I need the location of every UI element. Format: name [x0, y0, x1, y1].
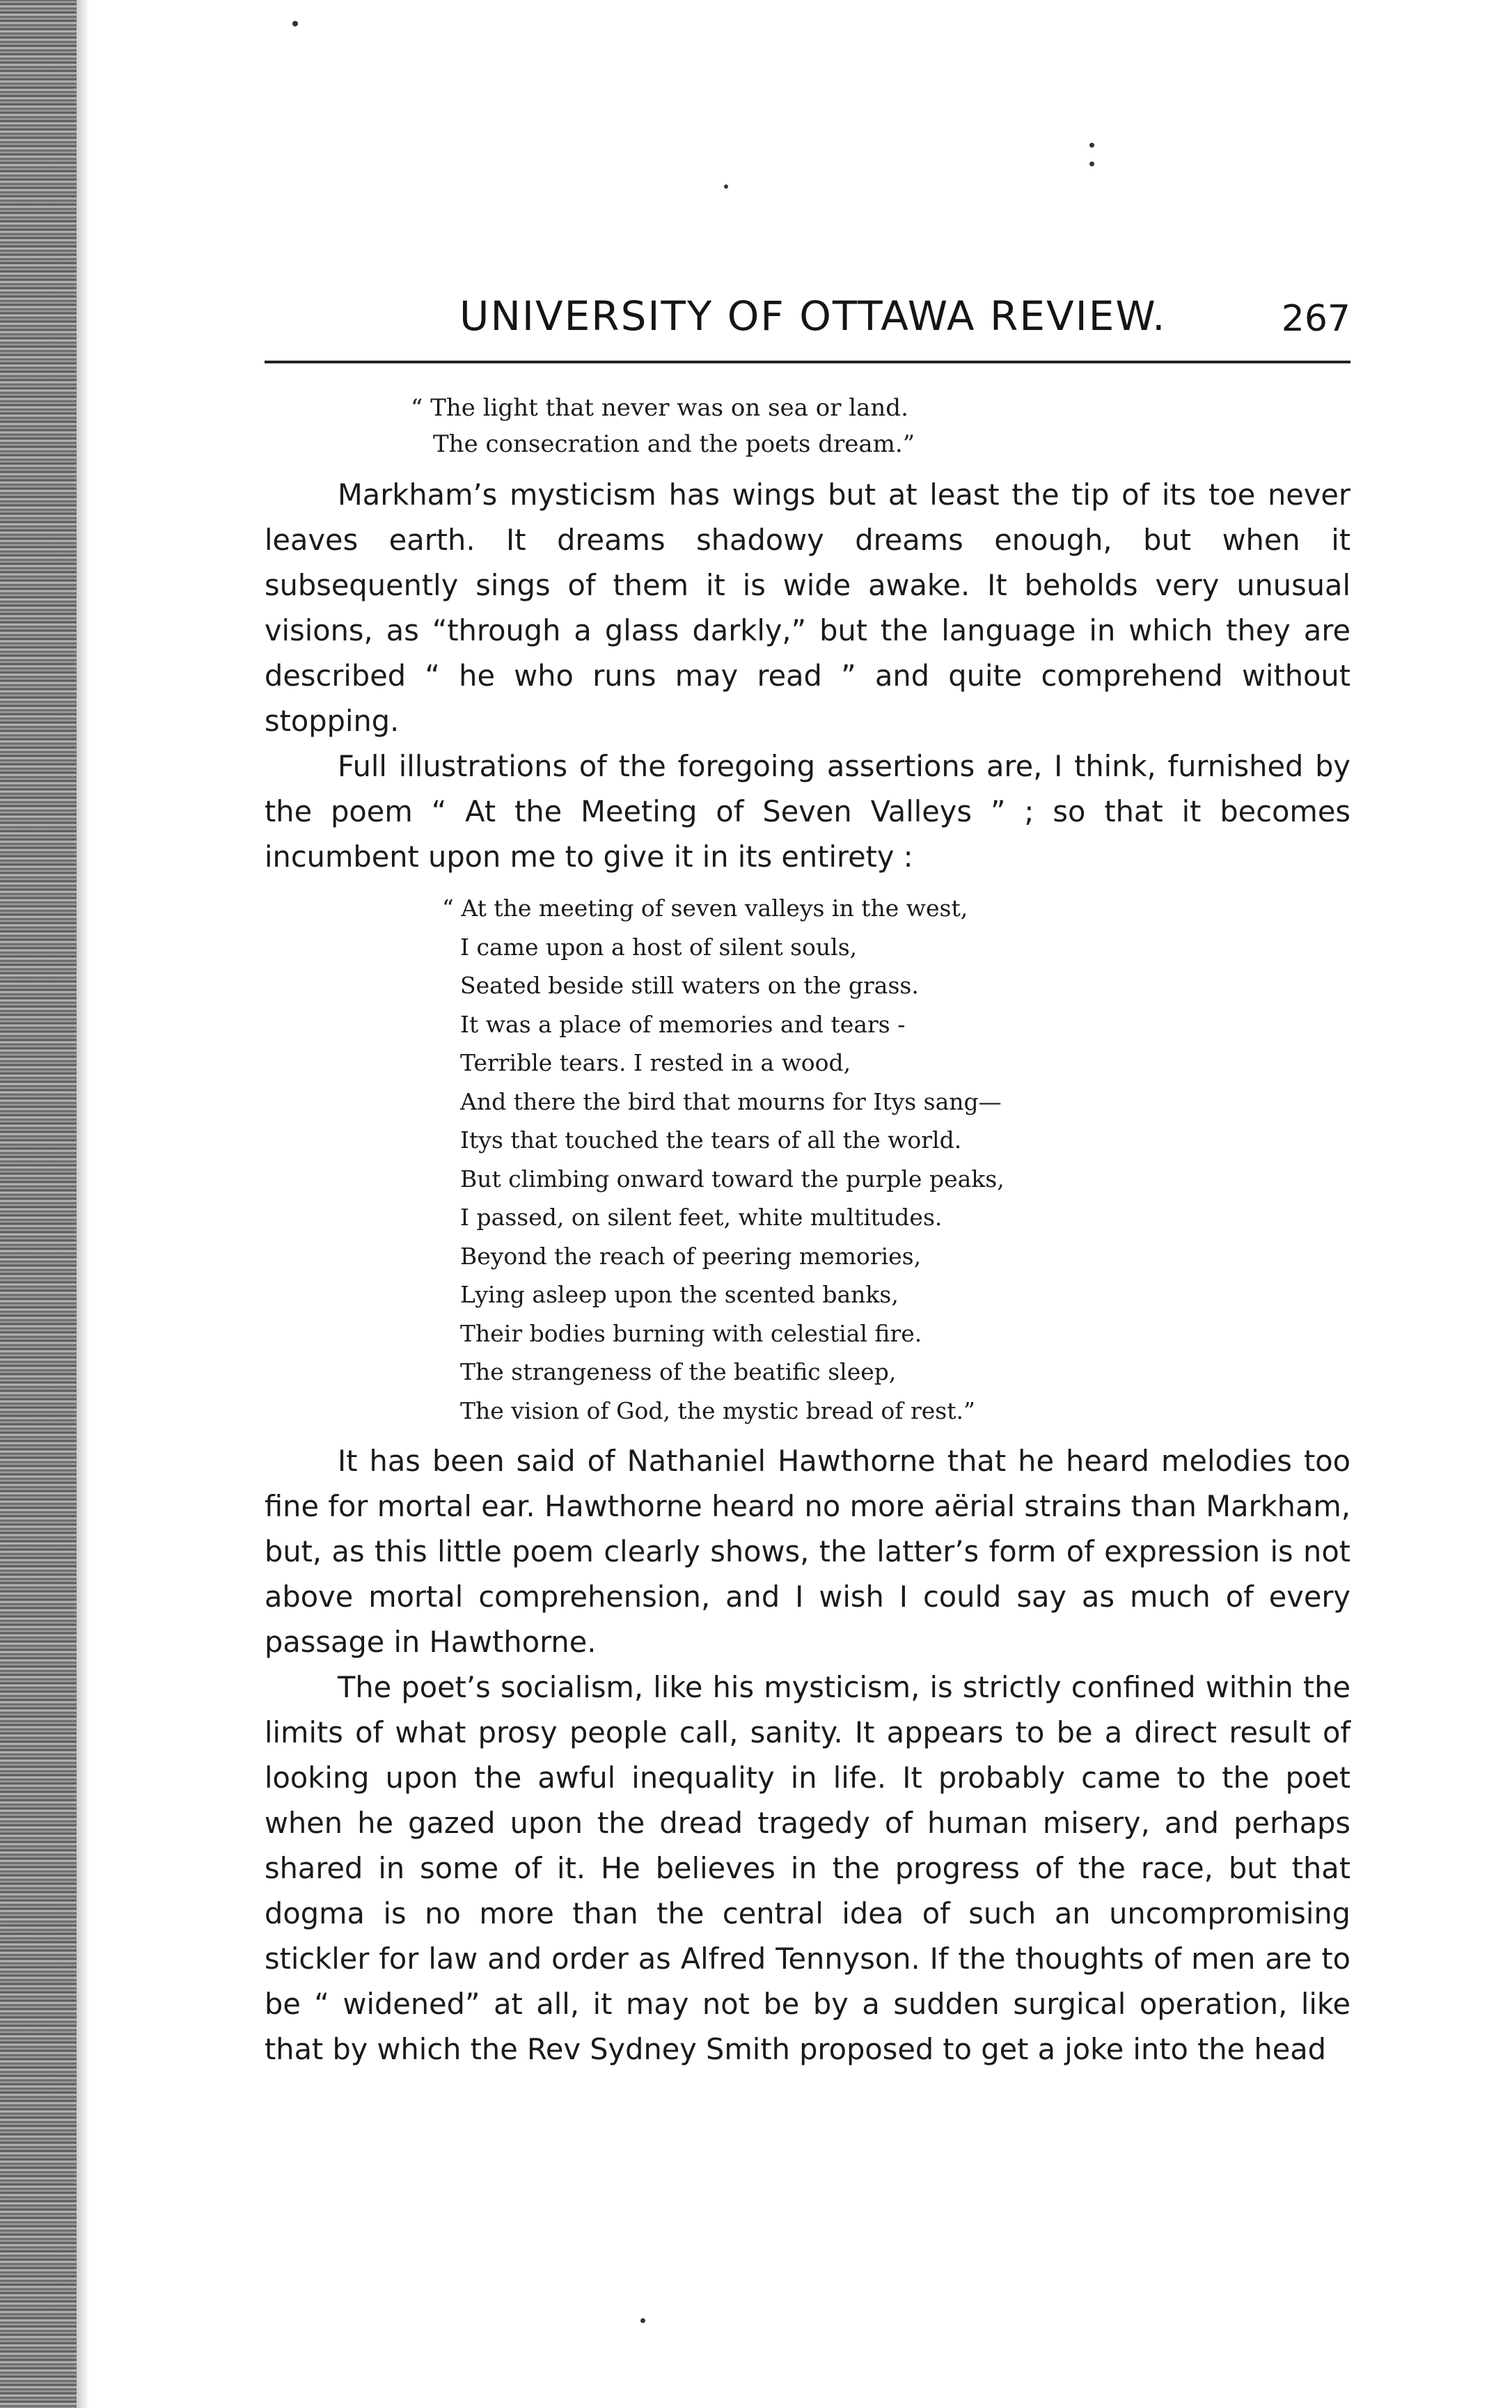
- poem-line: I came upon a host of silent souls,: [460, 933, 858, 961]
- poem-line: It was a place of memories and tears -: [460, 1010, 906, 1038]
- poem-line: Their bodies burning with celestial fire.: [460, 1319, 922, 1347]
- body-paragraph: Markham’s mysticism has wings but at least the tip of its toe never leaves earth. It dreams shadowy dreams enough, but when it subsequently sings of them it is wide awake. It beholds very unusual visions, as “through a glass darkly,” but the language in which they are described “ he who runs may read ” and quite comprehend without stopping.: [265, 478, 1350, 738]
- scan-speck: [292, 21, 298, 26]
- poem-line: “ At the meeting of seven valleys in the west,: [442, 895, 968, 922]
- scan-speck: [1089, 143, 1094, 148]
- poem-block: [442, 889, 1350, 1430]
- poem-line: The strangeness of the beatific sleep,: [460, 1358, 897, 1385]
- running-head: [265, 272, 1350, 348]
- poem-line: And there the bird that mourns for Itys sang—: [460, 1087, 1002, 1115]
- epigraph-quote: [411, 390, 1350, 462]
- body-paragraph: The poet’s socialism, like his mysticism, is strictly confined within the limits of what prosy people call, sanity. It appears to be a direct result of looking upon the awful inequality in life. It probably came to the poet when he gazed upon the dread tragedy of human misery, and perhaps shared in some of it. He believes in the progress of the race, but that dogma is no more than the central idea of such an uncompromising stickler for law and order as Alfred Tennyson. If the thoughts of men are to be “ widened” at all, it may not be by a sudden surgical operation, like that by which the Rev Sydney Smith proposed to get a joke into the head: [265, 1670, 1350, 2066]
- poem-line: Terrible tears. I rested in a wood,: [460, 1049, 851, 1076]
- scan-speck: [640, 2318, 645, 2323]
- scan-speck: [1089, 162, 1094, 166]
- epigraph-line: The consecration and the poets dream.”: [433, 430, 915, 458]
- page-number: 267: [1281, 298, 1350, 340]
- poem-line: The vision of God, the mystic bread of rest.”: [460, 1396, 975, 1424]
- scan-speck: [724, 184, 728, 189]
- epigraph-line: “ The light that never was on sea or land.: [411, 394, 908, 422]
- running-title: UNIVERSITY OF OTTAWA REVIEW.: [459, 292, 1167, 340]
- poem-line: I passed, on silent feet, white multitudes.: [460, 1204, 943, 1231]
- page-binding-edge: [0, 0, 77, 2408]
- poem-line: Itys that touched the tears of all the world.: [460, 1126, 962, 1154]
- poem-line: Beyond the reach of peering memories,: [460, 1242, 922, 1270]
- poem-line: Seated beside still waters on the grass.: [460, 972, 919, 999]
- header-rule: [265, 361, 1350, 363]
- body-paragraph: Full illustrations of the foregoing assertions are, I think, furnished by the poem “ At the Meeting of Seven Valleys ” ; so that it becomes incumbent upon me to give it in its entirety :: [265, 749, 1350, 874]
- body-paragraph: It has been said of Nathaniel Hawthorne that he heard melodies too fine for mortal ear. Hawthorne heard no more aërial strains than Markham, but, as this little poem clearly shows, the latter’s form of expression is not above mortal comprehension, and I wish I could say as much of every passage in Hawthorne.: [265, 1444, 1350, 1659]
- book-page: [265, 272, 1350, 2072]
- poem-line: Lying asleep upon the scented banks,: [460, 1281, 899, 1308]
- poem-line: But climbing onward toward the purple peaks,: [460, 1165, 1005, 1193]
